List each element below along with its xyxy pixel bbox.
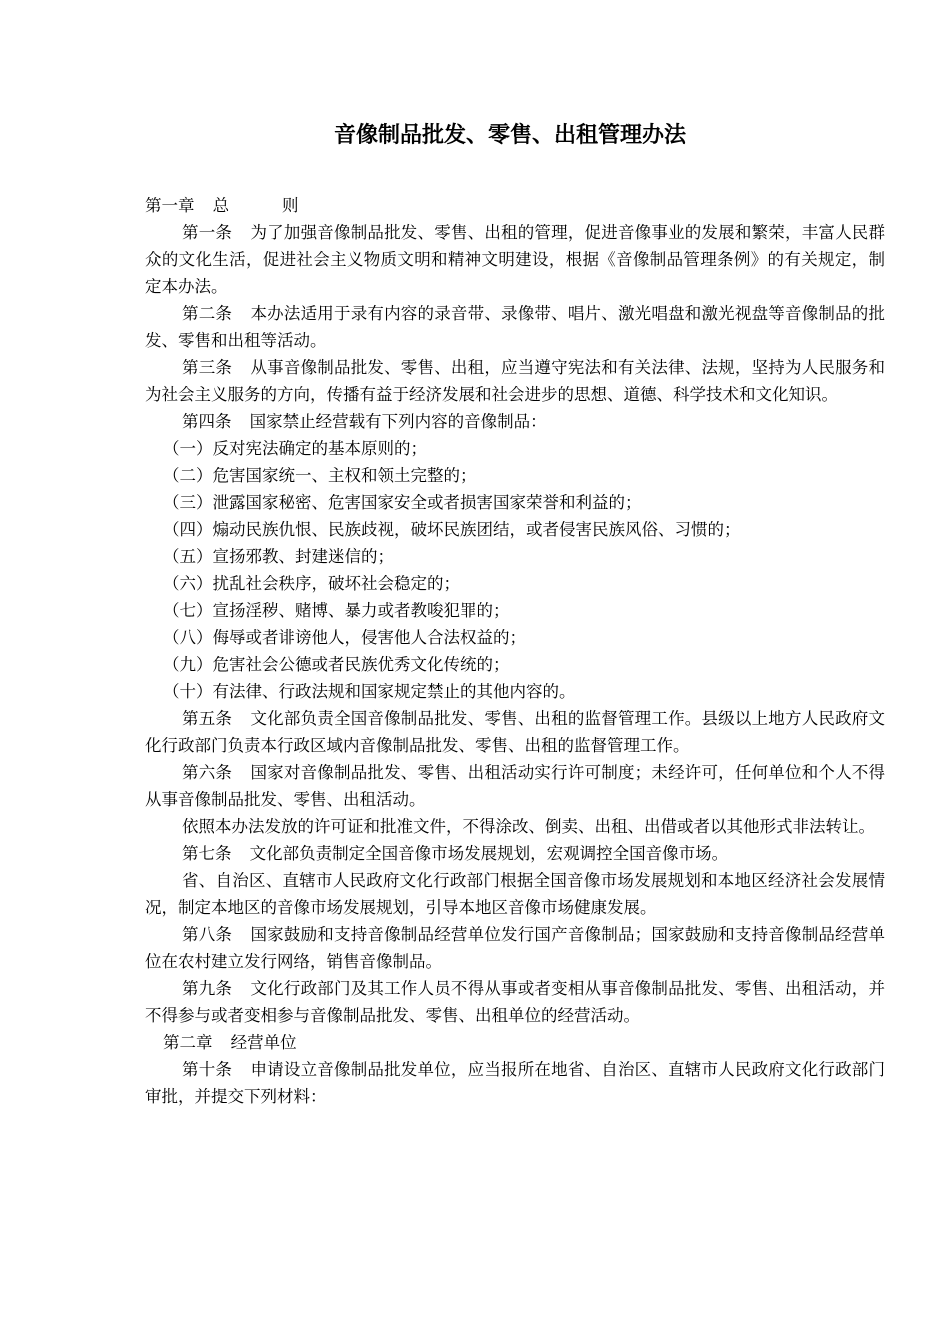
- list-item: （一）反对宪法确定的基本原则的；: [163, 439, 427, 458]
- article-paragraph: 第六条 国家对音像制品批发、零售、出租活动实行许可制度；未经许可，任何单位和个人不得从事音像制品批发、零售、出租活动。: [145, 763, 886, 809]
- article-paragraph: 第十条 申请设立音像制品批发单位，应当报所在地省、自治区、直辖市人民政府文化行政部门审批，并提交下列材料：: [145, 1060, 886, 1106]
- list-item: （六）扰乱社会秩序，破坏社会稳定的；: [163, 574, 460, 593]
- chapter-heading: 第二章 经营单位: [163, 1033, 297, 1052]
- document-body: [145, 192, 885, 1110]
- article-paragraph: 第五条 文化部负责全国音像制品批发、零售、出租的监督管理工作。县级以上地方人民政府文化行政部门负责本行政区域内音像制品批发、零售、出租的监督管理工作。: [145, 709, 886, 755]
- list-item: （五）宣扬邪教、封建迷信的；: [163, 547, 394, 566]
- chapter-heading: 第一章 总 则: [145, 196, 299, 215]
- article-paragraph: 第八条 国家鼓励和支持音像制品经营单位发行国产音像制品；国家鼓励和支持音像制品经营单位在农村建立发行网络，销售音像制品。: [145, 925, 886, 971]
- article-paragraph: 第七条 文化部负责制定全国音像市场发展规划，宏观调控全国音像市场。: [182, 844, 729, 863]
- article-paragraph: 第四条 国家禁止经营载有下列内容的音像制品：: [182, 412, 547, 431]
- list-item: （四）煽动民族仇恨、民族歧视，破坏民族团结，或者侵害民族风俗、习惯的；: [163, 520, 741, 539]
- article-paragraph: 依照本办法发放的许可证和批准文件，不得涂改、倒卖、出租、出借或者以其他形式非法转让。: [182, 817, 875, 836]
- article-paragraph: 第一条 为了加强音像制品批发、零售、出租的管理，促进音像事业的发展和繁荣，丰富人民群众的文化生活，促进社会主义物质文明和精神文明建设，根据《音像制品管理条例》的有关规定，制定本办法。: [145, 223, 886, 296]
- article-paragraph: 第三条 从事音像制品批发、零售、出租，应当遵守宪法和有关法律、法规，坚持为人民服务和为社会主义服务的方向，传播有益于经济发展和社会进步的思想、道德、科学技术和文化知识。: [145, 358, 886, 404]
- list-item: （七）宣扬淫秽、赌博、暴力或者教唆犯罪的；: [163, 601, 510, 620]
- list-item: （三）泄露国家秘密、危害国家安全或者损害国家荣誉和利益的；: [163, 493, 642, 512]
- list-item: （九）危害社会公德或者民族优秀文化传统的；: [163, 655, 510, 674]
- document-title: 音像制品批发、零售、出租管理办法: [333, 123, 686, 148]
- article-paragraph: 第九条 文化行政部门及其工作人员不得从事或者变相从事音像制品批发、零售、出租活动，并不得参与或者变相参与音像制品批发、零售、出租单位的经营活动。: [145, 979, 886, 1025]
- article-paragraph: 省、自治区、直辖市人民政府文化行政部门根据全国音像市场发展规划和本地区经济社会发展情况，制定本地区的音像市场发展规划，引导本地区音像市场健康发展。: [145, 871, 885, 917]
- article-paragraph: 第二条 本办法适用于录有内容的录音带、录像带、唱片、激光唱盘和激光视盘等音像制品的批发、零售和出租等活动。: [145, 304, 886, 350]
- list-item: （八）侮辱或者诽谤他人，侵害他人合法权益的；: [163, 628, 526, 647]
- list-item: （十）有法律、行政法规和国家规定禁止的其他内容的。: [163, 682, 576, 701]
- list-item: （二）危害国家统一、主权和领土完整的；: [163, 466, 477, 485]
